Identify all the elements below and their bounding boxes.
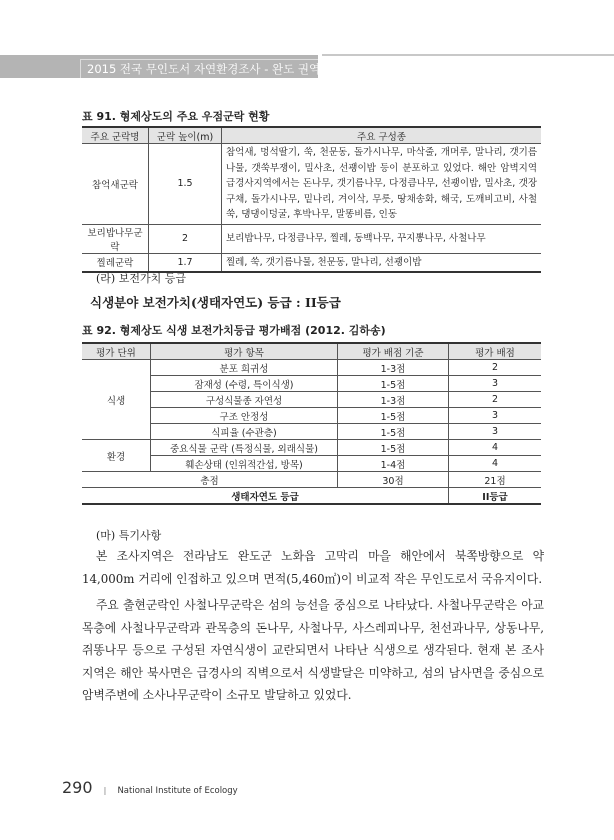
- running-header: 2015 전국 무인도서 자연환경조사 - 완도 권역: [80, 59, 318, 78]
- eval-score: 3: [449, 408, 542, 424]
- community-name: 찔레군락: [82, 253, 149, 272]
- column-header: 주요 군락명: [82, 127, 149, 144]
- table-92-caption: 표 92. 형제상도 식생 보전가치등급 평가배점 (2012. 김하송): [82, 324, 386, 337]
- table-row: [82, 376, 541, 392]
- eval-criteria: 1-5점: [338, 408, 449, 424]
- eval-item: 중요식물 군락 (특정식물, 외래식물): [151, 440, 338, 456]
- grade-heading: 식생분야 보전가치(생태자연도) 등급 : II등급: [90, 295, 341, 310]
- column-header: 평가 배점: [449, 343, 542, 360]
- eval-item: 잠재성 (수령, 특이식생): [151, 376, 338, 392]
- total-score: 21점: [449, 472, 542, 488]
- community-species: 보리밥나무, 다정큼나무, 찔레, 동백나무, 꾸지뽕나무, 사철나무: [222, 224, 542, 253]
- eval-unit: 식생: [82, 360, 151, 440]
- eval-unit: 환경: [82, 440, 151, 472]
- community-name: 보리밥나무군락: [82, 224, 149, 253]
- table-row: [82, 456, 541, 472]
- eval-criteria: 1-5점: [338, 424, 449, 440]
- eval-criteria: 1-3점: [338, 392, 449, 408]
- community-height: 1.7: [149, 253, 222, 272]
- column-header: 군락 높이(m): [149, 127, 222, 144]
- eval-item: 구성식물종 자연성: [151, 392, 338, 408]
- section-ra-title: (라) 보전가치 등급: [96, 272, 186, 285]
- footer-separator: |: [103, 786, 107, 795]
- section-ma-title: (마) 특기사항: [96, 529, 162, 542]
- total-label: 총점: [82, 472, 338, 488]
- table-row: [82, 144, 541, 225]
- eval-score: 3: [449, 424, 542, 440]
- eval-criteria: 1-3점: [338, 360, 449, 376]
- table-row: [82, 408, 541, 424]
- community-height: 2: [149, 224, 222, 253]
- community-species: 찔레, 쑥, 갯기름나물, 천문동, 말나리, 선괭이밥: [222, 253, 542, 272]
- grade-label: 생태자연도 등급: [82, 488, 449, 505]
- eval-criteria: 1-5점: [338, 376, 449, 392]
- column-header: 평가 단위: [82, 343, 151, 360]
- table-row: [82, 360, 541, 376]
- table-row: [82, 440, 541, 456]
- community-height: 1.5: [149, 144, 222, 225]
- column-header: 주요 구성종: [222, 127, 542, 144]
- paragraph: 본 조사지역은 전라남도 완도군 노화읍 고막리 마을 해안에서 북쪽방향으로 약 14,000m 거리에 인접하고 있으며 면적(5,460㎡)이 비교적 작은 무인도로서 국유지이다.: [82, 549, 544, 586]
- table-92: [82, 342, 541, 505]
- table-91: [82, 126, 541, 273]
- eval-item: 식피율 (수관층): [151, 424, 338, 440]
- total-row: [82, 472, 541, 488]
- page-number: 290: [62, 778, 93, 797]
- page-footer: [62, 778, 238, 797]
- eval-score: 4: [449, 456, 542, 472]
- table-91-caption: 표 91. 형제상도의 주요 우점군락 현황: [82, 110, 270, 123]
- eval-item: 분포 희귀성: [151, 360, 338, 376]
- body-text: [82, 545, 544, 707]
- column-header: 평가 배점 기준: [338, 343, 449, 360]
- table-row: [82, 392, 541, 408]
- eval-item: 훼손상태 (인위적간섭, 방목): [151, 456, 338, 472]
- header-rule: [322, 54, 614, 56]
- eval-criteria: 1-4점: [338, 456, 449, 472]
- eval-score: 2: [449, 360, 542, 376]
- eval-criteria: 1-5점: [338, 440, 449, 456]
- eval-score: 3: [449, 376, 542, 392]
- table-row: [82, 224, 541, 253]
- table-row: [82, 424, 541, 440]
- grade-value: II등급: [449, 488, 542, 505]
- total-criteria: 30점: [338, 472, 449, 488]
- paragraph: 주요 출현군락인 사철나무군락은 섬의 능선을 중심으로 나타났다. 사철나무군락은 아교목층에 사철나무군락과 관목층의 돈나무, 사철나무, 사스레피나무, 천선과나무, 상동나무, 쥐똥나무 등으로 구성된 자연식생이 교란되면서 나타난 식생으로 생각된다. 현재 본 조사지역은 해안 북사면은 급경사의 직벽으로서 식생발달은 미약하고, 섬의 남사면을 중심으로 암벽주변에 소사나무군락이 소규모 발달하고 있었다.: [82, 598, 544, 702]
- grade-row: [82, 488, 541, 505]
- community-species: 참억새, 멍석딸기, 쑥, 천문동, 돌가시나무, 마삭줄, 개머루, 말나리, 갯기름나물, 갯쑥부쟁이, 밀사초, 선괭이밥 등이 분포하고 있었다. 해안 암벽지역 급경사지역에서는 돈나무, 갯기름나무, 다정큼나무, 선괭이밥, 밀사초, 갯장구채, 돌가시나무, 밑나리, 겨이삭, 무릇, 땅채송화, 해국, 도깨비고비, 사철쑥, 댕댕이덩굴, 후박나무, 말똥비름, 인동: [222, 144, 542, 225]
- eval-score: 2: [449, 392, 542, 408]
- eval-item: 구조 안정성: [151, 408, 338, 424]
- column-header: 평가 항목: [151, 343, 338, 360]
- footer-organization: National Institute of Ecology: [117, 786, 238, 796]
- community-name: 참억새군락: [82, 144, 149, 225]
- eval-score: 4: [449, 440, 542, 456]
